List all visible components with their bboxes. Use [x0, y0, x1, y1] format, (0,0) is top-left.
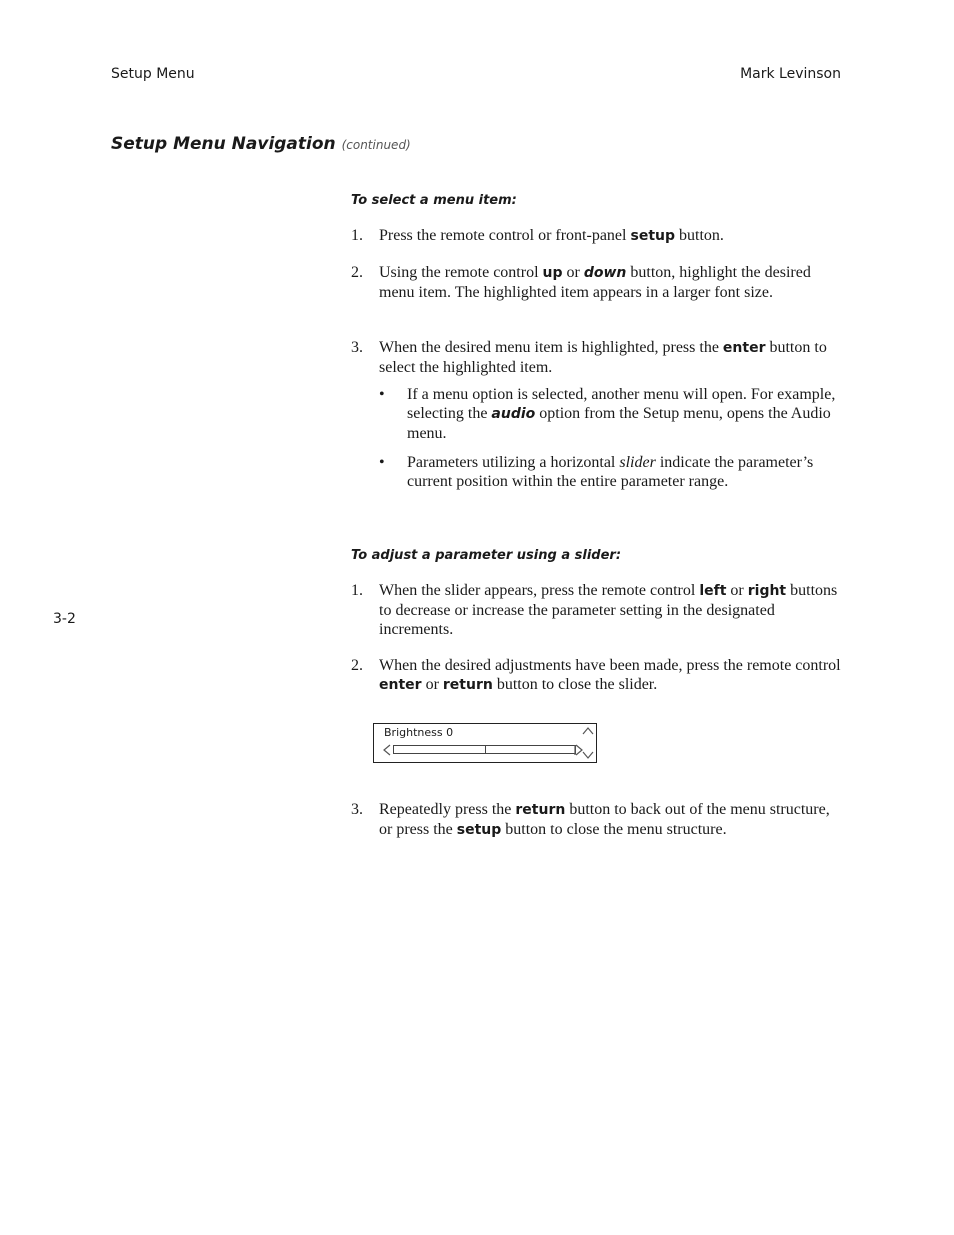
text: or: [562, 264, 584, 281]
select-bullet-1: [379, 385, 839, 443]
step-number: 2.: [351, 657, 363, 674]
keyword: audio: [491, 406, 536, 422]
section-continued: (continued): [341, 138, 411, 152]
keyword: setup: [630, 228, 675, 244]
text: button to close the menu structure.: [501, 821, 727, 838]
slider-track[interactable]: [393, 745, 576, 754]
step-number: 1.: [351, 227, 363, 244]
text: or: [421, 676, 443, 693]
keyword: right: [747, 583, 787, 599]
step-number: 3.: [351, 801, 363, 818]
step-text: [379, 338, 846, 377]
select-step-2: [351, 263, 846, 302]
step-text: [379, 581, 846, 639]
adjust-step-1: [351, 581, 846, 639]
keyword: return: [442, 677, 493, 693]
keyword: enter: [379, 677, 422, 693]
text: button to select the highlighted item.: [379, 339, 827, 376]
section-title: [111, 134, 411, 154]
italic-term: slider: [619, 454, 656, 471]
text: buttons to decrease or increase the parameter setting in the designated increments.: [379, 582, 838, 638]
select-step-3: [351, 338, 846, 377]
select-heading: To select a menu item:: [351, 193, 517, 208]
brightness-slider[interactable]: [373, 723, 597, 763]
text: Using the remote control: [379, 264, 543, 281]
header-right: Mark Levinson: [740, 66, 841, 82]
step-text: [379, 656, 846, 695]
text: button, highlight the desired menu item. The highlighted item appears in a larger font size.: [379, 264, 811, 301]
select-bullet-2: [379, 453, 839, 491]
text: Repeatedly press the: [379, 801, 516, 818]
keyword: down: [583, 265, 627, 281]
text: Press the remote control or front-panel: [379, 227, 631, 244]
slider-position-tick: [485, 746, 486, 753]
chevron-left-icon[interactable]: [382, 744, 392, 756]
adjust-step-3: [351, 800, 846, 840]
step-number: 2.: [351, 264, 363, 281]
keyword: left: [699, 583, 727, 599]
keyword: up: [542, 265, 563, 281]
text: When the desired menu item is highlighted, press the: [379, 339, 723, 356]
text: option from the Setup menu, opens the Audio menu.: [407, 405, 831, 442]
text: When the desired adjustments have been made, press the remote control: [379, 657, 841, 674]
bullet-dot: •: [379, 386, 385, 403]
bullet-text: [407, 453, 839, 491]
text: button to close the slider.: [492, 676, 658, 693]
step-text: [379, 800, 846, 840]
step-number: 3.: [351, 339, 363, 356]
step-text: [379, 263, 846, 302]
step-number: 1.: [351, 582, 363, 599]
text: indicate the parameter’s current position within the entire parameter range.: [407, 454, 814, 490]
text: or: [726, 582, 748, 599]
text: When the slider appears, press the remote control: [379, 582, 700, 599]
keyword: setup: [456, 822, 502, 838]
step-text: [379, 226, 846, 246]
bullet-text: [407, 385, 839, 443]
text: button.: [675, 227, 724, 244]
keyword: enter: [722, 340, 766, 356]
chevron-up-icon[interactable]: [582, 726, 594, 736]
section-title-text: Setup Menu Navigation: [111, 134, 336, 154]
keyword: return: [515, 802, 566, 818]
header-left: Setup Menu: [111, 66, 195, 82]
text: If a menu option is selected, another menu will open. For example, selecting the: [407, 386, 836, 422]
page-number: 3-2: [53, 611, 76, 627]
adjust-step-2: [351, 656, 846, 695]
bullet-dot: •: [379, 454, 385, 471]
text: Parameters utilizing a horizontal: [407, 454, 620, 471]
slider-label: Brightness 0: [384, 726, 454, 739]
adjust-heading: To adjust a parameter using a slider:: [351, 548, 622, 563]
text: button to back out of the menu structure, or press the: [379, 801, 830, 838]
chevron-down-icon[interactable]: [582, 750, 594, 760]
select-step-1: [351, 226, 846, 246]
